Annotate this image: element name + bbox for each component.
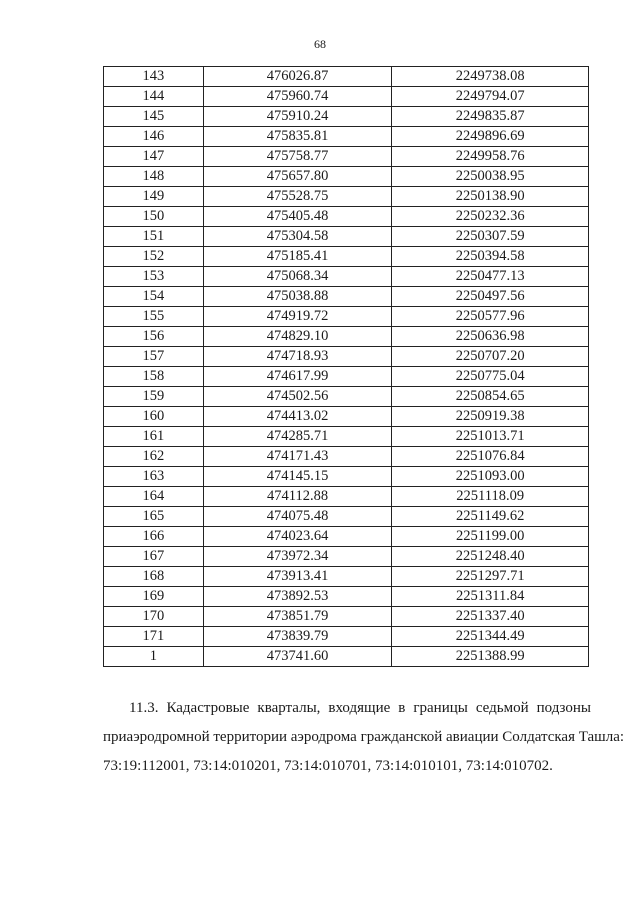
point-number-cell: 156 (104, 327, 204, 347)
y-coordinate-cell: 2249738.08 (392, 67, 589, 87)
point-number-cell: 1 (104, 647, 204, 667)
y-coordinate-cell: 2251118.09 (392, 487, 589, 507)
y-coordinate-cell: 2251388.99 (392, 647, 589, 667)
x-coordinate-cell: 474112.88 (203, 487, 392, 507)
x-coordinate-cell: 474075.48 (203, 507, 392, 527)
point-number-cell: 168 (104, 567, 204, 587)
y-coordinate-cell: 2250636.98 (392, 327, 589, 347)
point-number-cell: 145 (104, 107, 204, 127)
cadastral-paragraph (103, 694, 625, 781)
x-coordinate-cell: 474145.15 (203, 467, 392, 487)
x-coordinate-cell: 473741.60 (203, 647, 392, 667)
y-coordinate-cell: 2249958.76 (392, 147, 589, 167)
y-coordinate-cell: 2251311.84 (392, 587, 589, 607)
table-row (104, 487, 589, 507)
table-row (104, 547, 589, 567)
x-coordinate-cell: 474617.99 (203, 367, 392, 387)
table-row (104, 107, 589, 127)
x-coordinate-cell: 473851.79 (203, 607, 392, 627)
point-number-cell: 166 (104, 527, 204, 547)
y-coordinate-cell: 2251199.00 (392, 527, 589, 547)
y-coordinate-cell: 2250707.20 (392, 347, 589, 367)
table-row (104, 67, 589, 87)
x-coordinate-cell: 475910.24 (203, 107, 392, 127)
y-coordinate-cell: 2250497.56 (392, 287, 589, 307)
point-number-cell: 164 (104, 487, 204, 507)
x-coordinate-cell: 475960.74 (203, 87, 392, 107)
y-coordinate-cell: 2249794.07 (392, 87, 589, 107)
table-row (104, 147, 589, 167)
x-coordinate-cell: 474285.71 (203, 427, 392, 447)
point-number-cell: 143 (104, 67, 204, 87)
y-coordinate-cell: 2251013.71 (392, 427, 589, 447)
y-coordinate-cell: 2250307.59 (392, 227, 589, 247)
x-coordinate-cell: 475758.77 (203, 147, 392, 167)
y-coordinate-cell: 2251093.00 (392, 467, 589, 487)
y-coordinate-cell: 2251297.71 (392, 567, 589, 587)
x-coordinate-cell: 474413.02 (203, 407, 392, 427)
x-coordinate-cell: 475528.75 (203, 187, 392, 207)
x-coordinate-cell: 474171.43 (203, 447, 392, 467)
x-coordinate-cell: 475304.58 (203, 227, 392, 247)
table-row (104, 447, 589, 467)
point-number-cell: 162 (104, 447, 204, 467)
table-row (104, 627, 589, 647)
table-row (104, 267, 589, 287)
y-coordinate-cell: 2251248.40 (392, 547, 589, 567)
point-number-cell: 163 (104, 467, 204, 487)
table-row (104, 467, 589, 487)
y-coordinate-cell: 2250232.36 (392, 207, 589, 227)
point-number-cell: 154 (104, 287, 204, 307)
point-number-cell: 159 (104, 387, 204, 407)
x-coordinate-cell: 474718.93 (203, 347, 392, 367)
paragraph-line-2: приаэродромной территории аэродрома гражданской авиации Солдатская Ташла: (103, 729, 625, 745)
y-coordinate-cell: 2250394.58 (392, 247, 589, 267)
table-row (104, 607, 589, 627)
point-number-cell: 144 (104, 87, 204, 107)
y-coordinate-cell: 2250138.90 (392, 187, 589, 207)
table-row (104, 567, 589, 587)
point-number-cell: 146 (104, 127, 204, 147)
point-number-cell: 153 (104, 267, 204, 287)
point-number-cell: 160 (104, 407, 204, 427)
x-coordinate-cell: 473913.41 (203, 567, 392, 587)
table-row (104, 227, 589, 247)
coordinates-table (103, 66, 589, 667)
x-coordinate-cell: 475038.88 (203, 287, 392, 307)
table-row (104, 207, 589, 227)
point-number-cell: 147 (104, 147, 204, 167)
table-row (104, 407, 589, 427)
table-row (104, 327, 589, 347)
page-number: 68 (314, 37, 326, 51)
x-coordinate-cell: 475657.80 (203, 167, 392, 187)
x-coordinate-cell: 473892.53 (203, 587, 392, 607)
table-row (104, 527, 589, 547)
point-number-cell: 171 (104, 627, 204, 647)
y-coordinate-cell: 2250038.95 (392, 167, 589, 187)
x-coordinate-cell: 474829.10 (203, 327, 392, 347)
y-coordinate-cell: 2250775.04 (392, 367, 589, 387)
table-row (104, 427, 589, 447)
y-coordinate-cell: 2250477.13 (392, 267, 589, 287)
point-number-cell: 157 (104, 347, 204, 367)
y-coordinate-cell: 2251076.84 (392, 447, 589, 467)
table-row (104, 507, 589, 527)
table-row (104, 367, 589, 387)
point-number-cell: 165 (104, 507, 204, 527)
x-coordinate-cell: 474023.64 (203, 527, 392, 547)
point-number-cell: 151 (104, 227, 204, 247)
y-coordinate-cell: 2250919.38 (392, 407, 589, 427)
point-number-cell: 155 (104, 307, 204, 327)
table-row (104, 387, 589, 407)
point-number-cell: 169 (104, 587, 204, 607)
point-number-cell: 161 (104, 427, 204, 447)
x-coordinate-cell: 475835.81 (203, 127, 392, 147)
paragraph-line-1: 11.3. Кадастровые кварталы, входящие в границы седьмой подзоны (129, 700, 591, 716)
table-row (104, 247, 589, 267)
point-number-cell: 150 (104, 207, 204, 227)
table-row (104, 347, 589, 367)
table-row (104, 87, 589, 107)
table-row (104, 647, 589, 667)
y-coordinate-cell: 2251149.62 (392, 507, 589, 527)
table-row (104, 187, 589, 207)
point-number-cell: 148 (104, 167, 204, 187)
x-coordinate-cell: 476026.87 (203, 67, 392, 87)
table-body (104, 67, 589, 667)
table-row (104, 587, 589, 607)
paragraph-line-3: 73:19:112001, 73:14:010201, 73:14:010701, 73:14:010101, 73:14:010702. (103, 758, 553, 774)
x-coordinate-cell: 475068.34 (203, 267, 392, 287)
table-row (104, 167, 589, 187)
point-number-cell: 167 (104, 547, 204, 567)
point-number-cell: 170 (104, 607, 204, 627)
x-coordinate-cell: 473972.34 (203, 547, 392, 567)
point-number-cell: 158 (104, 367, 204, 387)
x-coordinate-cell: 475405.48 (203, 207, 392, 227)
x-coordinate-cell: 475185.41 (203, 247, 392, 267)
point-number-cell: 149 (104, 187, 204, 207)
y-coordinate-cell: 2251337.40 (392, 607, 589, 627)
y-coordinate-cell: 2250577.96 (392, 307, 589, 327)
x-coordinate-cell: 474919.72 (203, 307, 392, 327)
y-coordinate-cell: 2250854.65 (392, 387, 589, 407)
y-coordinate-cell: 2251344.49 (392, 627, 589, 647)
x-coordinate-cell: 474502.56 (203, 387, 392, 407)
y-coordinate-cell: 2249835.87 (392, 107, 589, 127)
y-coordinate-cell: 2249896.69 (392, 127, 589, 147)
x-coordinate-cell: 473839.79 (203, 627, 392, 647)
table-row (104, 307, 589, 327)
table-row (104, 127, 589, 147)
point-number-cell: 152 (104, 247, 204, 267)
table-row (104, 287, 589, 307)
